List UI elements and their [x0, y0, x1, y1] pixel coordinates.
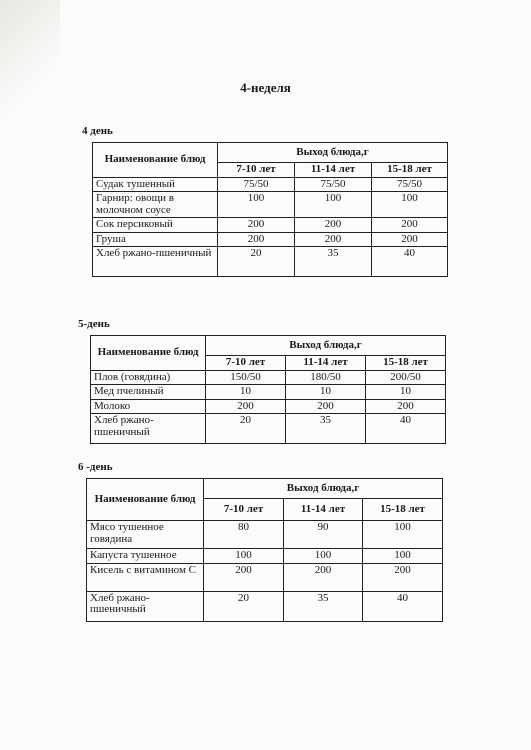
- table-row: [87, 591, 443, 621]
- portion-15-18: 100: [372, 192, 448, 218]
- header-dish-name: Наименование блюд: [91, 336, 206, 371]
- portion-11-14: 35: [284, 591, 363, 621]
- header-output: Выход блюда,г: [218, 143, 448, 163]
- portion-7-10: 20: [218, 247, 295, 277]
- table-row: [93, 218, 448, 233]
- dish-name: Плов (говядина): [91, 370, 206, 385]
- header-output: Выход блюда,г: [206, 336, 446, 356]
- header-age-15-18: 15-18 лет: [372, 163, 448, 178]
- header-age-15-18: 15-18 лет: [363, 499, 443, 521]
- portion-7-10: 100: [204, 549, 284, 564]
- dish-name: Мед пчелиный: [91, 385, 206, 400]
- portion-7-10: 20: [204, 591, 284, 621]
- menu-table-day-6: [86, 478, 443, 622]
- portion-11-14: 10: [286, 385, 366, 400]
- day-label-5: 5-день: [78, 318, 110, 330]
- header-output: Выход блюда,г: [204, 479, 443, 499]
- dish-name: Гарнир: овощи в молочном соусе: [93, 192, 218, 218]
- portion-15-18: 75/50: [372, 177, 448, 192]
- header-age-7-10: 7-10 лет: [206, 356, 286, 371]
- portion-11-14: 100: [295, 192, 372, 218]
- week-title: 4-неделя: [240, 80, 291, 95]
- portion-11-14: 200: [295, 232, 372, 247]
- table-row: [87, 563, 443, 591]
- portion-7-10: 10: [206, 385, 286, 400]
- dish-name: Капуста тушенное: [87, 549, 204, 564]
- menu-table-day-5: [90, 335, 446, 444]
- table-row: [91, 399, 446, 414]
- day-label-6: 6 -день: [78, 461, 113, 473]
- header-age-11-14: 11-14 лет: [295, 163, 372, 178]
- table-row: [91, 370, 446, 385]
- portion-15-18: 200: [372, 218, 448, 233]
- table-row: [87, 549, 443, 564]
- portion-11-14: 180/50: [286, 370, 366, 385]
- table-row: [87, 521, 443, 549]
- portion-7-10: 200: [218, 232, 295, 247]
- portion-15-18: 40: [363, 591, 443, 621]
- portion-15-18: 100: [363, 549, 443, 564]
- portion-7-10: 150/50: [206, 370, 286, 385]
- dish-name: Хлеб ржано-пшеничный: [93, 247, 218, 277]
- table-row: [91, 385, 446, 400]
- portion-15-18: 200: [366, 399, 446, 414]
- portion-11-14: 35: [286, 414, 366, 444]
- portion-7-10: 200: [206, 399, 286, 414]
- dish-name: Сок персиковый: [93, 218, 218, 233]
- portion-7-10: 100: [218, 192, 295, 218]
- portion-11-14: 75/50: [295, 177, 372, 192]
- portion-11-14: 200: [295, 218, 372, 233]
- portion-11-14: 100: [284, 549, 363, 564]
- page-fold-shadow: [0, 0, 60, 120]
- portion-15-18: 200: [372, 232, 448, 247]
- header-dish-name: Наименование блюд: [93, 143, 218, 178]
- portion-15-18: 100: [363, 521, 443, 549]
- portion-15-18: 200: [363, 563, 443, 591]
- portion-11-14: 200: [284, 563, 363, 591]
- header-age-15-18: 15-18 лет: [366, 356, 446, 371]
- portion-15-18: 40: [372, 247, 448, 277]
- dish-name: Груша: [93, 232, 218, 247]
- header-age-7-10: 7-10 лет: [218, 163, 295, 178]
- table-row: [93, 232, 448, 247]
- header-dish-name: Наименование блюд: [87, 479, 204, 521]
- dish-name: Кисель с витамином С: [87, 563, 204, 591]
- portion-7-10: 80: [204, 521, 284, 549]
- portion-7-10: 200: [204, 563, 284, 591]
- portion-11-14: 90: [284, 521, 363, 549]
- portion-7-10: 20: [206, 414, 286, 444]
- header-age-11-14: 11-14 лет: [286, 356, 366, 371]
- dish-name: Судак тушенный: [93, 177, 218, 192]
- menu-table-day-4: [92, 142, 448, 277]
- day-label-4: 4 день: [82, 125, 113, 137]
- portion-7-10: 200: [218, 218, 295, 233]
- header-age-7-10: 7-10 лет: [204, 499, 284, 521]
- dish-name: Молоко: [91, 399, 206, 414]
- table-row: [93, 247, 448, 277]
- portion-15-18: 10: [366, 385, 446, 400]
- portion-11-14: 35: [295, 247, 372, 277]
- portion-7-10: 75/50: [218, 177, 295, 192]
- table-row: [93, 192, 448, 218]
- dish-name: Мясо тушенное говядина: [87, 521, 204, 549]
- header-age-11-14: 11-14 лет: [284, 499, 363, 521]
- portion-15-18: 40: [366, 414, 446, 444]
- portion-11-14: 200: [286, 399, 366, 414]
- table-row: [91, 414, 446, 444]
- dish-name: Хлеб ржано-пшеничный: [91, 414, 206, 444]
- portion-15-18: 200/50: [366, 370, 446, 385]
- dish-name: Хлеб ржано-пшеничный: [87, 591, 204, 621]
- table-row: [93, 177, 448, 192]
